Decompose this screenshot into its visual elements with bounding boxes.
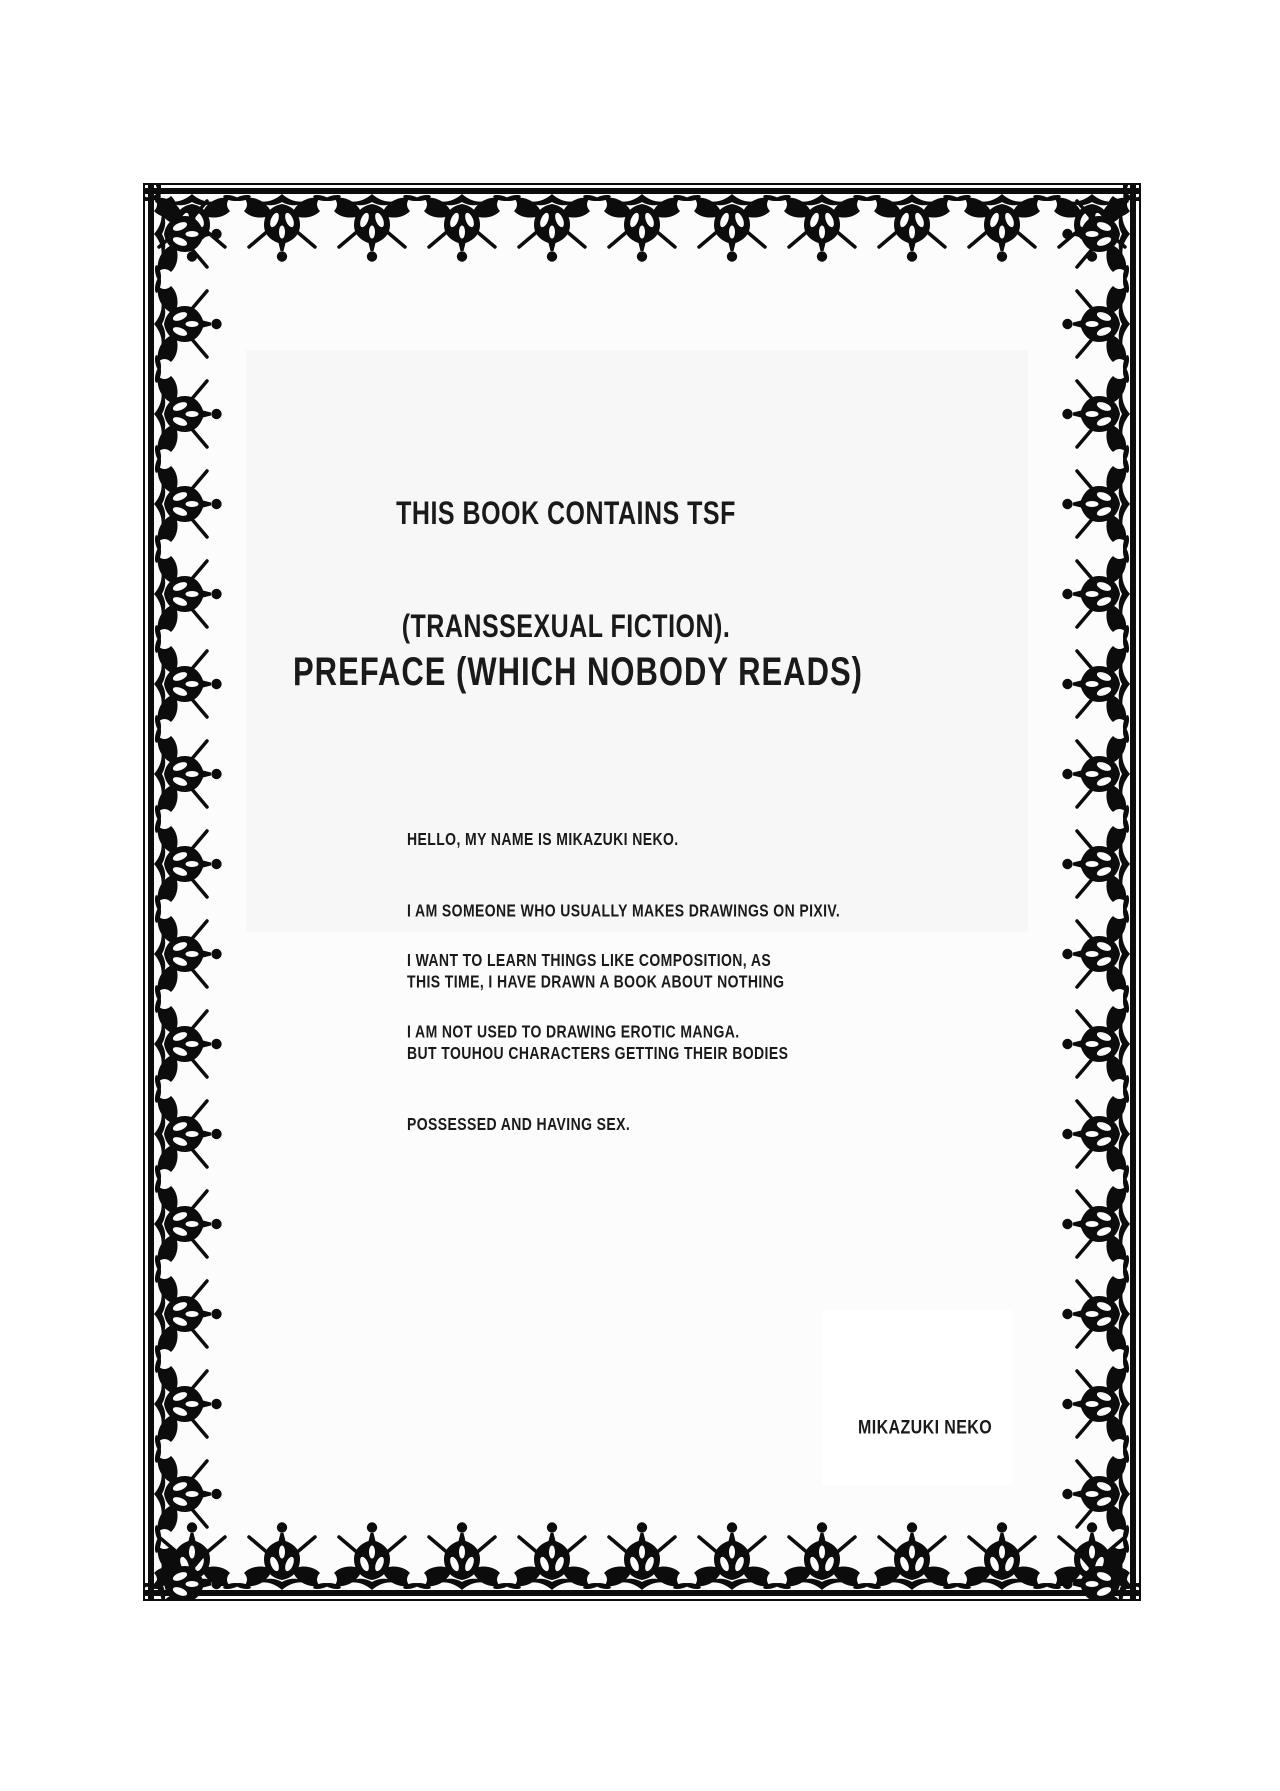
- content-warning-line-1: THIS BOOK CONTAINS TSF: [396, 495, 736, 532]
- paragraph-line: POSSESSED AND HAVING SEX.: [407, 1113, 631, 1134]
- paragraph-line: I WANT TO LEARN THINGS LIKE COMPOSITION, AS: [407, 949, 772, 970]
- paragraph-line: I AM SOMEONE WHO USUALLY MAKES DRAWINGS ON PIXIV.: [407, 900, 841, 920]
- paragraph-line: HELLO, MY NAME IS MIKAZUKI NEKO.: [407, 828, 679, 849]
- preface-heading: PREFACE (WHICH NOBODY READS): [293, 648, 863, 695]
- author-signature: MIKAZUKI NEKO: [858, 1418, 993, 1439]
- paragraph-line: THIS TIME, I HAVE DRAWN A BOOK ABOUT NOTHING: [407, 971, 785, 992]
- paragraph-line: BUT TOUHOU CHARACTERS GETTING THEIR BODIES: [407, 1042, 789, 1063]
- paragraph-line: I AM NOT USED TO DRAWING EROTIC MANGA.: [407, 1021, 740, 1041]
- preface-paragraph-2: [407, 901, 771, 1091]
- content-warning-line-2: (TRANSSEXUAL FICTION).: [401, 608, 731, 645]
- signature-box: [822, 1310, 1012, 1485]
